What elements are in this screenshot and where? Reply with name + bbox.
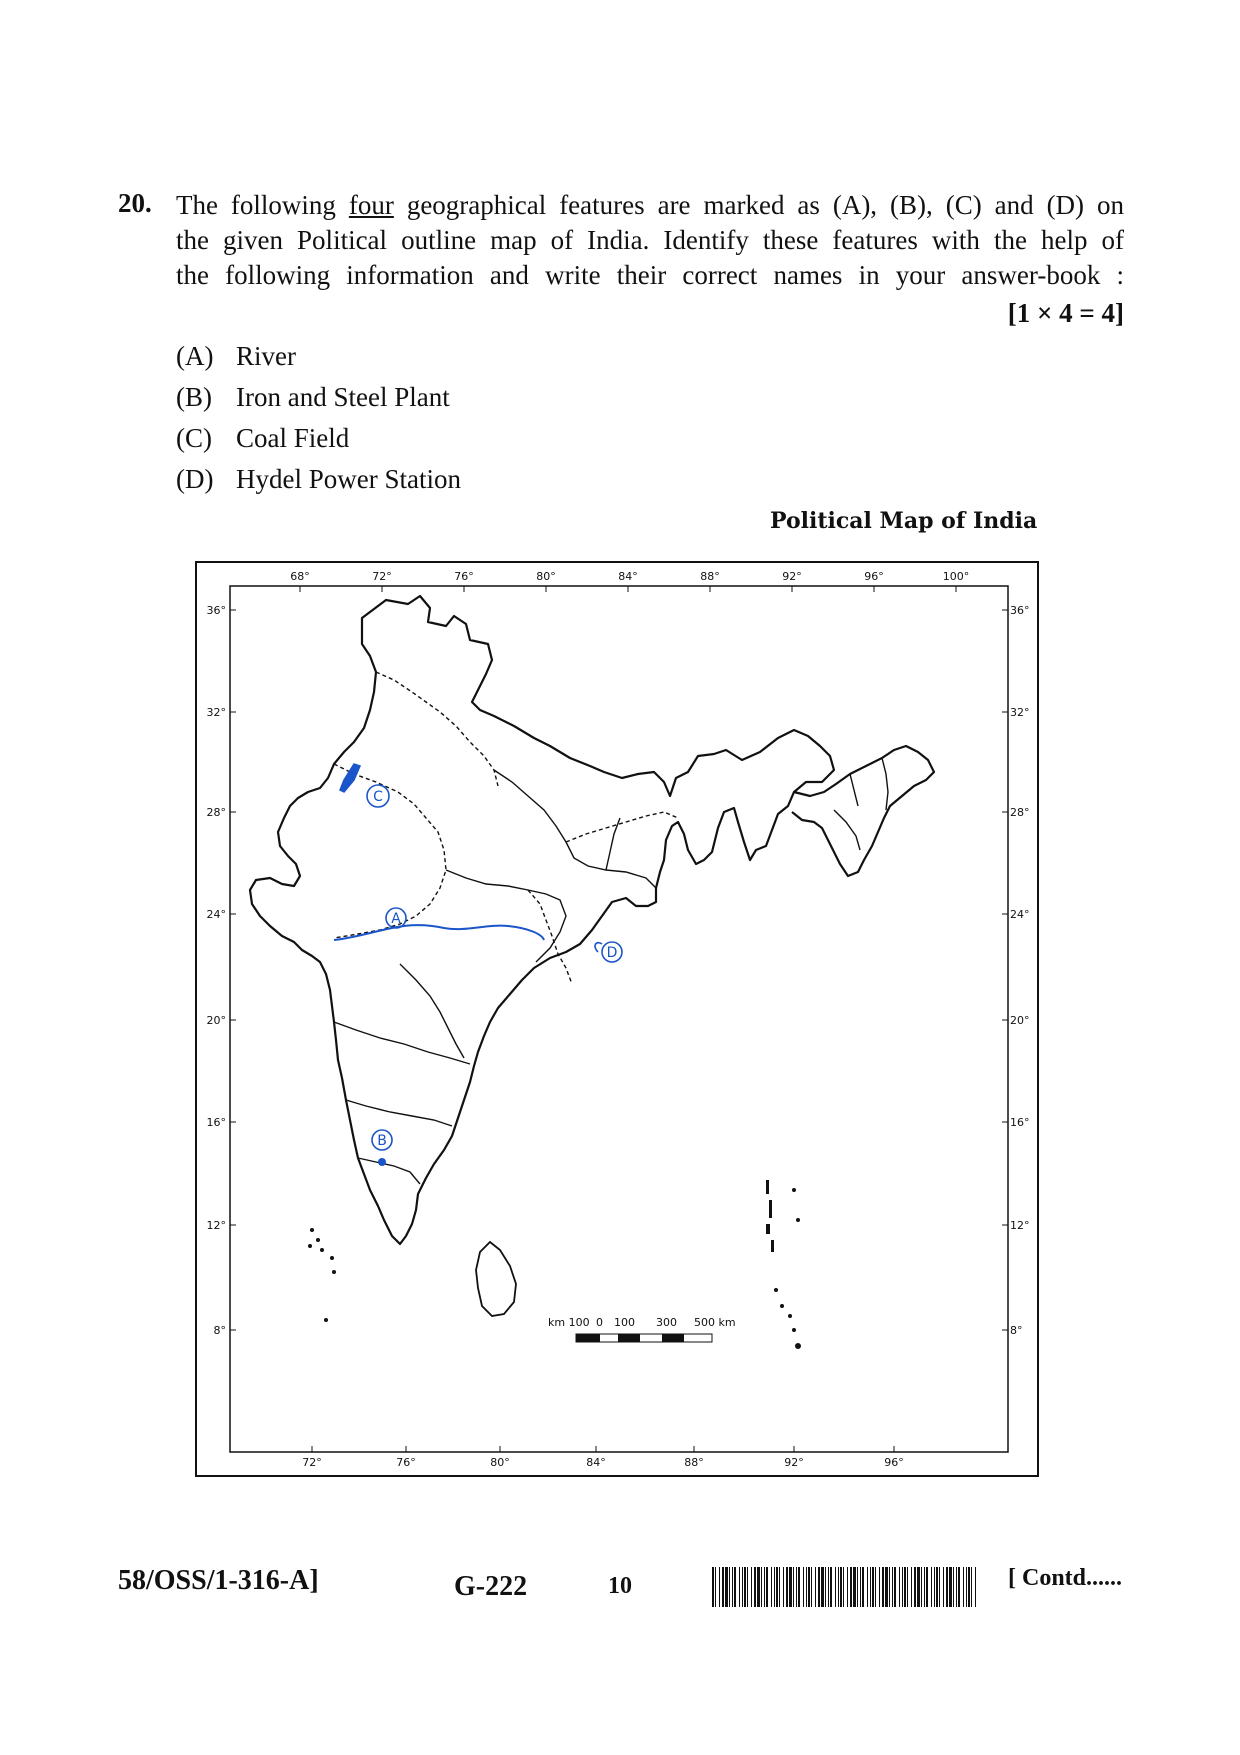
lakshadweep-islands [308, 1228, 336, 1322]
options-list [176, 336, 461, 500]
top-tick-label: 84° [618, 570, 638, 583]
barcode-bar [764, 1567, 765, 1607]
barcode-bar [956, 1567, 957, 1607]
barcode-bar [949, 1567, 952, 1607]
option-label: Iron and Steel Plant [236, 382, 450, 412]
question-text-part: geographical features are marked as (A), (B), (C) and (D) on [406, 190, 1124, 220]
bottom-tick-label: 84° [586, 1456, 606, 1469]
barcode-bar [875, 1567, 876, 1607]
option-letter: (A) [176, 341, 214, 371]
barcode-bar [862, 1567, 864, 1607]
barcode-bar [821, 1567, 824, 1607]
scale-label: 0 [596, 1316, 603, 1329]
barcode-bar [761, 1567, 762, 1607]
barcode-bar [742, 1567, 743, 1607]
barcode-bar [806, 1567, 807, 1607]
page-number: 10 [608, 1573, 632, 1599]
barcode-bar [789, 1567, 792, 1607]
barcode-bar [946, 1567, 948, 1607]
option-item [176, 377, 461, 418]
scale-label: km 100 [548, 1316, 590, 1329]
scale-label: 100 [614, 1316, 635, 1329]
barcode-bar [914, 1567, 916, 1607]
top-tick-label: 68° [290, 570, 310, 583]
barcode-bar [771, 1567, 772, 1607]
top-tick-label: 80° [536, 570, 556, 583]
right-tick-label: 20° [1010, 1014, 1030, 1027]
right-tick-label: 12° [1010, 1219, 1030, 1232]
barcode-bar [793, 1567, 794, 1607]
right-tick-label: 36° [1010, 604, 1030, 617]
barcode-bar [963, 1567, 964, 1607]
option-label: Coal Field [236, 423, 350, 453]
left-tick-label: 16° [206, 1116, 226, 1129]
barcode-bar [971, 1567, 972, 1607]
bottom-tick-label: 80° [490, 1456, 510, 1469]
barcode-bar [872, 1567, 874, 1607]
barcode-bar [776, 1567, 778, 1607]
barcode-bar [853, 1567, 856, 1607]
barcode-bar [732, 1567, 733, 1607]
option-item [176, 459, 461, 500]
question-line-1 [176, 188, 1124, 223]
barcode-bar [796, 1567, 797, 1607]
continued-label: [ Contd...... [1008, 1565, 1123, 1591]
barcode-bar [754, 1567, 756, 1607]
page-footer [0, 1565, 1240, 1615]
barcode-bar [975, 1567, 976, 1607]
barcode-bar [774, 1567, 775, 1607]
barcode-bar [904, 1567, 906, 1607]
barcode-bar [894, 1567, 896, 1607]
barcode-bar [885, 1567, 888, 1607]
left-ticks [207, 604, 237, 1337]
annotation-label-b: B [377, 1133, 387, 1149]
barcode-bar [803, 1567, 804, 1607]
scale-bar [548, 1316, 736, 1342]
option-label: Hydel Power Station [236, 464, 461, 494]
barcode-bar [722, 1567, 724, 1607]
annotation-label-a: A [391, 911, 401, 927]
right-tick-label: 24° [1010, 908, 1030, 921]
barcode-bar [968, 1567, 970, 1607]
option-letter: (D) [176, 464, 214, 494]
barcode-bar [907, 1567, 908, 1607]
barcode-bar [747, 1567, 748, 1607]
barcode-bar [926, 1567, 928, 1607]
barcode-bar [879, 1567, 880, 1607]
barcode-bar [850, 1567, 852, 1607]
left-tick-label: 32° [206, 706, 226, 719]
barcode-bar [860, 1567, 861, 1607]
barcode-bar [828, 1567, 829, 1607]
top-tick-label: 72° [372, 570, 392, 583]
left-tick-label: 28° [206, 806, 226, 819]
paper-code: 58/OSS/1-316-A] [118, 1565, 319, 1596]
barcode-bar [751, 1567, 752, 1607]
barcode-bar [870, 1567, 871, 1607]
northeast-outline [792, 746, 934, 876]
top-tick-label: 92° [782, 570, 802, 583]
question-line-3: the following information and write their correct names in your answer-book : [176, 260, 1124, 290]
barcode-bar [815, 1567, 816, 1607]
barcode-bar [936, 1567, 938, 1607]
barcode-bar [857, 1567, 858, 1607]
barcode-bar [911, 1567, 912, 1607]
barcode-bar [917, 1567, 920, 1607]
top-tick-label: 96° [864, 570, 884, 583]
bottom-tick-label: 96° [884, 1456, 904, 1469]
right-ticks [1002, 604, 1030, 1337]
option-label: River [236, 341, 296, 371]
barcode-bar [725, 1567, 728, 1607]
barcode-bar [966, 1567, 967, 1607]
barcode-bar [931, 1567, 932, 1607]
barcode-bar [958, 1567, 960, 1607]
barcode-bar [899, 1567, 900, 1607]
left-tick-label: 20° [206, 1014, 226, 1027]
bottom-tick-label: 92° [784, 1456, 804, 1469]
barcode-bar [825, 1567, 826, 1607]
barcode-bar [902, 1567, 903, 1607]
barcode-bar [757, 1567, 760, 1607]
barcode-bar [779, 1567, 780, 1607]
barcode-bar [734, 1567, 736, 1607]
barcode-bar [953, 1567, 954, 1607]
left-tick-label: 8° [213, 1324, 226, 1337]
top-tick-label: 100° [942, 570, 970, 583]
barcode-bar [818, 1567, 820, 1607]
barcode-bar [847, 1567, 848, 1607]
barcode-bar [924, 1567, 925, 1607]
barcode-bar [843, 1567, 844, 1607]
india-outline [250, 596, 834, 1244]
barcode-bar [939, 1567, 940, 1607]
right-tick-label: 8° [1010, 1324, 1023, 1337]
barcode-bar [786, 1567, 788, 1607]
barcode-bar [719, 1567, 720, 1607]
left-tick-label: 36° [206, 604, 226, 617]
barcode-bar [798, 1567, 800, 1607]
option-letter: (B) [176, 382, 212, 412]
barcode-bar [835, 1567, 836, 1607]
right-tick-label: 32° [1010, 706, 1030, 719]
question-underlined-word: four [348, 190, 394, 220]
barcode-bar [729, 1567, 730, 1607]
barcode-bar [811, 1567, 812, 1607]
barcode-bar [712, 1567, 714, 1607]
top-ticks [290, 570, 969, 592]
marks-allocation: [1 × 4 = 4] [1007, 298, 1124, 328]
annotation-label-d: D [606, 945, 618, 961]
option-item [176, 336, 461, 377]
question-text [176, 188, 1124, 293]
barcode-bar [943, 1567, 944, 1607]
barcode-bar [889, 1567, 890, 1607]
top-tick-label: 88° [700, 570, 720, 583]
barcode-bar [892, 1567, 893, 1607]
barcode-bar [838, 1567, 839, 1607]
handwritten-annotations [334, 764, 622, 1166]
map-svg [194, 560, 1040, 1480]
scale-label: 300 [656, 1316, 677, 1329]
andaman-nicobar-islands [766, 1180, 801, 1349]
left-tick-label: 24° [206, 908, 226, 921]
scale-label: 500 km [694, 1316, 736, 1329]
barcode-bar [882, 1567, 884, 1607]
bottom-tick-label: 76° [396, 1456, 416, 1469]
barcode-bar [921, 1567, 922, 1607]
annotation-label-c: C [373, 789, 383, 805]
annotation-mark-d [595, 943, 602, 952]
iron-steel-plant-mark-b [378, 1158, 386, 1166]
question-text-part: The following [176, 190, 336, 220]
barcode-bar [840, 1567, 842, 1607]
right-tick-label: 28° [1010, 806, 1030, 819]
right-tick-label: 16° [1010, 1116, 1030, 1129]
top-tick-label: 76° [454, 570, 474, 583]
state-boundaries [334, 672, 888, 1184]
india-outline-map [194, 560, 1040, 1480]
sri-lanka-outline [476, 1242, 516, 1316]
barcode-bar [783, 1567, 784, 1607]
bottom-tick-label: 88° [684, 1456, 704, 1469]
barcode-bar [934, 1567, 935, 1607]
barcode-bar [715, 1567, 716, 1607]
left-tick-label: 12° [206, 1219, 226, 1232]
map-outer-frame [196, 562, 1038, 1476]
option-item [176, 418, 461, 459]
barcode-bar [830, 1567, 832, 1607]
series-code: G-222 [454, 1571, 528, 1602]
barcode-bar [766, 1567, 768, 1607]
map-title: Political Map of India [770, 508, 1038, 534]
barcode-bar [739, 1567, 740, 1607]
question-number: 20. [118, 188, 152, 218]
barcode-bar [744, 1567, 746, 1607]
barcode-bar [867, 1567, 868, 1607]
bottom-ticks [302, 1446, 904, 1469]
barcode [712, 1567, 980, 1607]
bottom-tick-label: 72° [302, 1456, 322, 1469]
question-line-2: the given Political outline map of India. Identify these features with the help of [176, 225, 1124, 255]
barcode-bar [808, 1567, 810, 1607]
option-letter: (C) [176, 423, 212, 453]
